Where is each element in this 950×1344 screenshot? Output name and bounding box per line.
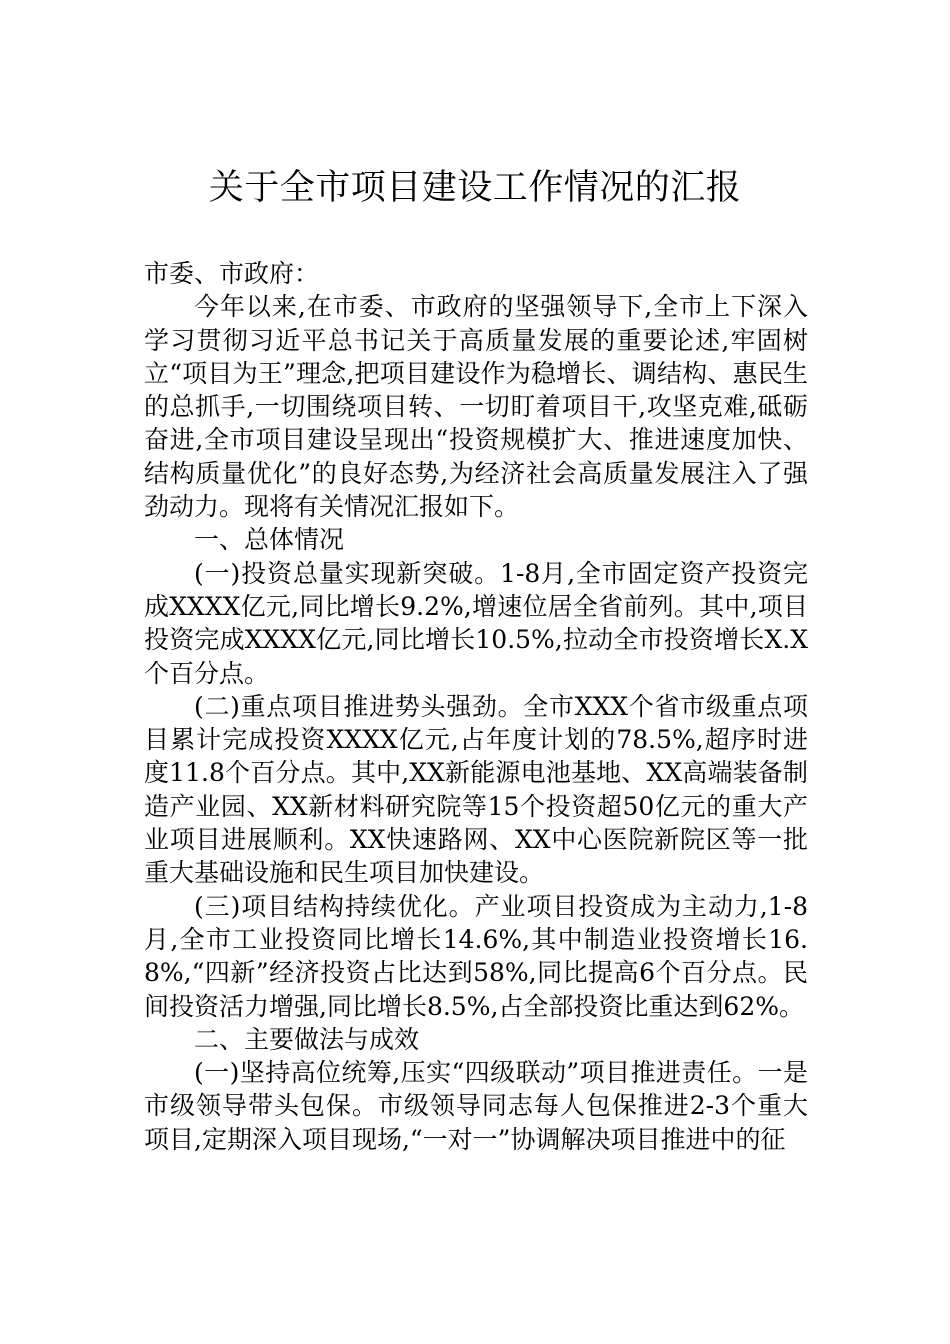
paragraph-coordination: (一)坚持高位统筹,压实“四级联动”项目推进责任。一是市级领导带头包保。市级领导同志每人包保推进2-3个重大项目,定期深入项目现场,“一对一”协调解决项目推进中的征 (144, 1058, 808, 1154)
paragraph-key-projects: (二)重点项目推进势头强劲。全市XXX个省市级重点项目累计完成投资XXXX亿元,占年度计划的78.5%,超序时进度11.8个百分点。其中,XX新能源电池基地、XX高端装备制造产业园、XX新材料研究院等15个投资超50亿元的重大产业项目进展顺利。XX快速路网、XX中心医院新院区等一批重大基础设施和民生项目加快建设。 (144, 691, 808, 888)
document-title: 关于全市项目建设工作情况的汇报 (208, 168, 742, 208)
paragraph-intro: 今年以来,在市委、市政府的坚强领导下,全市上下深入学习贯彻习近平总书记关于高质量发展的重要论述,牢固树立“项目为王”理念,把项目建设作为稳增长、调结构、惠民生的总抓手,一切围绕项目转、一切盯着项目干,攻坚克难,砥砺奋进,全市项目建设呈现出“投资规模扩大、推进速度加快、结构质量优化”的良好态势,为经济社会高质量发展注入了强劲动力。现将有关情况汇报如下。 (144, 292, 808, 522)
section-heading-overall: 一、总体情况 (194, 525, 345, 555)
section-heading-practices: 二、主要做法与成效 (194, 1024, 420, 1054)
salutation: 市委、市政府： (144, 259, 320, 288)
document-body (144, 257, 808, 1156)
paragraph-project-structure: (三)项目结构持续优化。产业项目投资成为主动力,1-8月,全市工业投资同比增长14.6%,其中制造业投资增长16.8%,“四新”经济投资占比达到58%,同比提高6个百分点。民间投资活力增强,同比增长8.5%,占全部投资比重达到62%。 (144, 891, 808, 1021)
paragraph-investment-total: (一)投资总量实现新突破。1-8月,全市固定资产投资完成XXXX亿元,同比增长9.2%,增速位居全省前列。其中,项目投资完成XXXX亿元,同比增长10.5%,拉动全市投资增长X.X个百分点。 (144, 558, 808, 688)
